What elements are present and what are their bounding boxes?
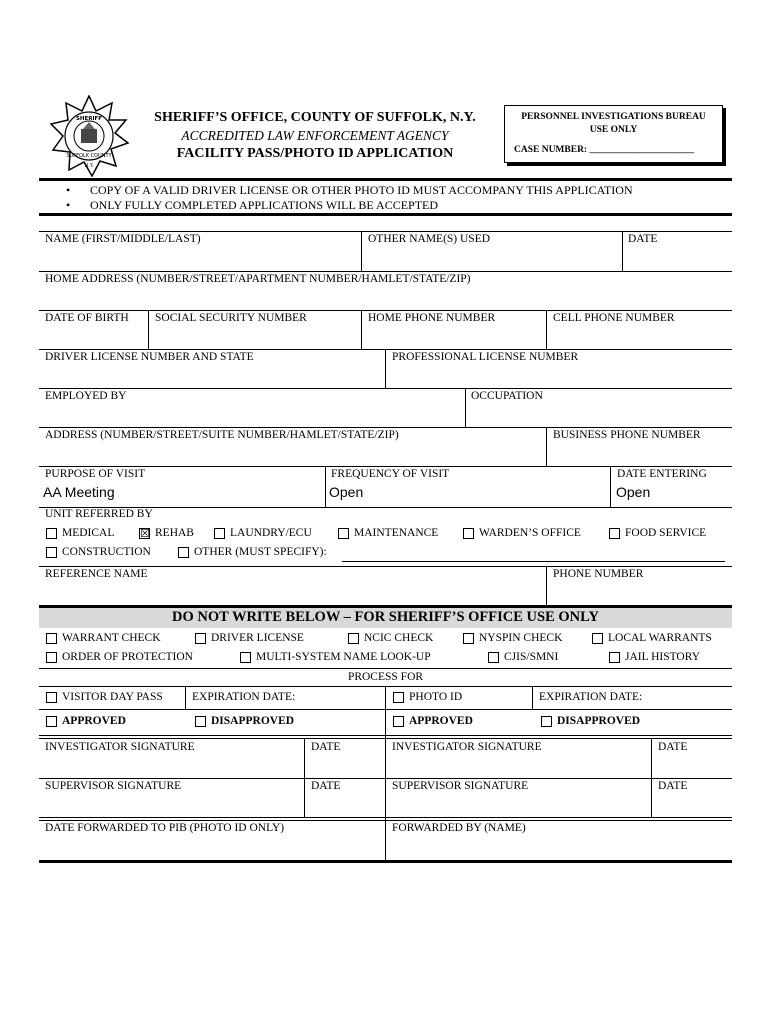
name-field[interactable]: NAME (FIRST/MIDDLE/LAST) — [45, 233, 201, 245]
multi-system-checkbox[interactable] — [240, 652, 251, 663]
other-specify-line[interactable] — [342, 561, 725, 562]
visitor-disapproved-checkbox[interactable] — [195, 716, 206, 727]
home-phone-field[interactable]: HOME PHONE NUMBER — [368, 312, 496, 324]
forwarded-by-field[interactable]: FORWARDED BY (NAME) — [392, 822, 526, 834]
multi-system-label: MULTI-SYSTEM NAME LOOK-UP — [256, 651, 431, 663]
photo-investigator-date[interactable]: DATE — [658, 741, 688, 753]
maintenance-label: MAINTENANCE — [354, 527, 439, 539]
process-for-label: PROCESS FOR — [347, 671, 424, 683]
photo-investigator-signature[interactable]: INVESTIGATOR SIGNATURE — [392, 741, 542, 753]
photo-approved-label: APPROVED — [409, 715, 473, 727]
phone-number-field[interactable]: PHONE NUMBER — [553, 568, 644, 580]
date-field[interactable]: DATE — [628, 233, 658, 245]
nyspin-label: NYSPIN CHECK — [479, 632, 563, 644]
photo-supervisor-date[interactable]: DATE — [658, 780, 688, 792]
case-number-label: CASE NUMBER: ______________________ — [514, 145, 694, 155]
pib-line-2: USE ONLY — [589, 125, 638, 135]
visitor-day-pass-checkbox[interactable] — [46, 692, 57, 703]
address-field[interactable]: ADDRESS (NUMBER/STREET/SUITE NUMBER/HAMLET/STATE/ZIP) — [45, 429, 399, 441]
reference-name-field[interactable]: REFERENCE NAME — [45, 568, 148, 580]
office-use-banner-text: DO NOT WRITE BELOW – FOR SHERIFF’S OFFICE USE ONLY — [172, 609, 599, 625]
home-address-field[interactable]: HOME ADDRESS (NUMBER/STREET/APARTMENT NUMBER/HAMLET/STATE/ZIP) — [45, 273, 471, 285]
construction-label: CONSTRUCTION — [62, 546, 151, 558]
local-warrants-label: LOCAL WARRANTS — [608, 632, 712, 644]
nyspin-checkbox[interactable] — [463, 633, 474, 644]
medical-label: MEDICAL — [62, 527, 115, 539]
photo-id-checkbox[interactable] — [393, 692, 404, 703]
purpose-value[interactable]: AA Meeting — [43, 484, 115, 500]
purpose-label: PURPOSE OF VISIT — [45, 468, 146, 480]
cell-phone-field[interactable]: CELL PHONE NUMBER — [553, 312, 675, 324]
photo-id-label: PHOTO ID — [409, 691, 463, 703]
driver-license-checkbox[interactable] — [195, 633, 206, 644]
warden-checkbox[interactable] — [463, 528, 474, 539]
seal-ny-text: N.Y. — [84, 163, 94, 169]
business-phone-field[interactable]: BUSINESS PHONE NUMBER — [553, 429, 701, 441]
sheriff-seal — [48, 95, 130, 177]
seal-bottom-text: SUFFOLK COUNTY — [66, 153, 112, 159]
warrant-check-checkbox[interactable] — [46, 633, 57, 644]
notice-1: COPY OF A VALID DRIVER LICENSE OR OTHER PHOTO ID MUST ACCOMPANY THIS APPLICATION — [90, 183, 633, 197]
laundry-checkbox[interactable] — [214, 528, 225, 539]
visitor-supervisor-date[interactable]: DATE — [311, 780, 341, 792]
photo-supervisor-signature[interactable]: SUPERVISOR SIGNATURE — [392, 780, 529, 792]
occupation-field[interactable]: OCCUPATION — [471, 390, 543, 402]
maintenance-checkbox[interactable] — [338, 528, 349, 539]
photo-expiration-label[interactable]: EXPIRATION DATE: — [539, 691, 643, 703]
food-service-checkbox[interactable] — [609, 528, 620, 539]
rehab-checkbox[interactable]: ☒ — [140, 527, 150, 540]
photo-disapproved-checkbox[interactable] — [541, 716, 552, 727]
notice-rule — [39, 213, 732, 216]
office-title: SHERIFF’S OFFICE, COUNTY OF SUFFOLK, N.Y. — [154, 110, 476, 125]
laundry-label: LAUNDRY/ECU — [230, 527, 312, 539]
employed-by-field[interactable]: EMPLOYED BY — [45, 390, 127, 402]
warden-label: WARDEN’S OFFICE — [479, 527, 581, 539]
visitor-disapproved-label: DISAPPROVED — [211, 715, 295, 727]
other-names-field[interactable]: OTHER NAME(S) USED — [368, 233, 491, 245]
date-entering-value[interactable]: Open — [616, 484, 651, 500]
form-title: FACILITY PASS/PHOTO ID APPLICATION — [176, 146, 454, 161]
photo-disapproved-label: DISAPPROVED — [557, 715, 641, 727]
driver-license-field[interactable]: DRIVER LICENSE NUMBER AND STATE — [45, 351, 254, 363]
unit-referred-label: UNIT REFERRED BY — [45, 508, 153, 520]
food-service-label: FOOD SERVICE — [625, 527, 707, 539]
agency-subtitle: ACCREDITED LAW ENFORCEMENT AGENCY — [181, 128, 449, 143]
driver-license-label: DRIVER LICENSE — [211, 632, 304, 644]
ncic-checkbox[interactable] — [348, 633, 359, 644]
date-entering-label: DATE ENTERING — [617, 468, 707, 480]
notice-bullet-1: • — [66, 183, 71, 197]
warrant-check-label: WARRANT CHECK — [62, 632, 161, 644]
rehab-label: REHAB — [155, 527, 194, 539]
photo-approved-checkbox[interactable] — [393, 716, 404, 727]
professional-license-field[interactable]: PROFESSIONAL LICENSE NUMBER — [392, 351, 579, 363]
date-forwarded-pib-field[interactable]: DATE FORWARDED TO PIB (PHOTO ID ONLY) — [45, 822, 285, 834]
local-warrants-checkbox[interactable] — [592, 633, 603, 644]
frequency-label: FREQUENCY OF VISIT — [331, 468, 450, 480]
frequency-value[interactable]: Open — [329, 484, 364, 500]
cjis-checkbox[interactable] — [488, 652, 499, 663]
jail-history-label: JAIL HISTORY — [625, 651, 701, 663]
visitor-investigator-date[interactable]: DATE — [311, 741, 341, 753]
jail-history-checkbox[interactable] — [609, 652, 620, 663]
top-rule — [39, 178, 732, 181]
visitor-approved-checkbox[interactable] — [46, 716, 57, 727]
visitor-supervisor-signature[interactable]: SUPERVISOR SIGNATURE — [45, 780, 182, 792]
cjis-label: CJIS/SMNI — [504, 651, 559, 663]
ssn-field[interactable]: SOCIAL SECURITY NUMBER — [155, 312, 307, 324]
dob-field[interactable]: DATE OF BIRTH — [45, 312, 129, 324]
medical-checkbox[interactable] — [46, 528, 57, 539]
notice-bullet-2: • — [66, 198, 71, 212]
pib-line-1: PERSONNEL INVESTIGATIONS BUREAU — [521, 112, 706, 122]
order-protection-checkbox[interactable] — [46, 652, 57, 663]
ncic-label: NCIC CHECK — [364, 632, 434, 644]
bottom-rule — [39, 860, 732, 863]
other-checkbox[interactable] — [178, 547, 189, 558]
visitor-approved-label: APPROVED — [62, 715, 126, 727]
seal-top-text: SHERIFF — [75, 116, 103, 122]
notice-2: ONLY FULLY COMPLETED APPLICATIONS WILL BE ACCEPTED — [90, 198, 439, 212]
visitor-expiration-label[interactable]: EXPIRATION DATE: — [192, 691, 296, 703]
order-protection-label: ORDER OF PROTECTION — [62, 651, 193, 663]
pib-use-only-box — [504, 105, 723, 163]
visitor-investigator-signature[interactable]: INVESTIGATOR SIGNATURE — [45, 741, 195, 753]
visitor-day-pass-label: VISITOR DAY PASS — [62, 691, 163, 703]
other-label: OTHER (MUST SPECIFY): — [194, 546, 327, 558]
construction-checkbox[interactable] — [46, 547, 57, 558]
